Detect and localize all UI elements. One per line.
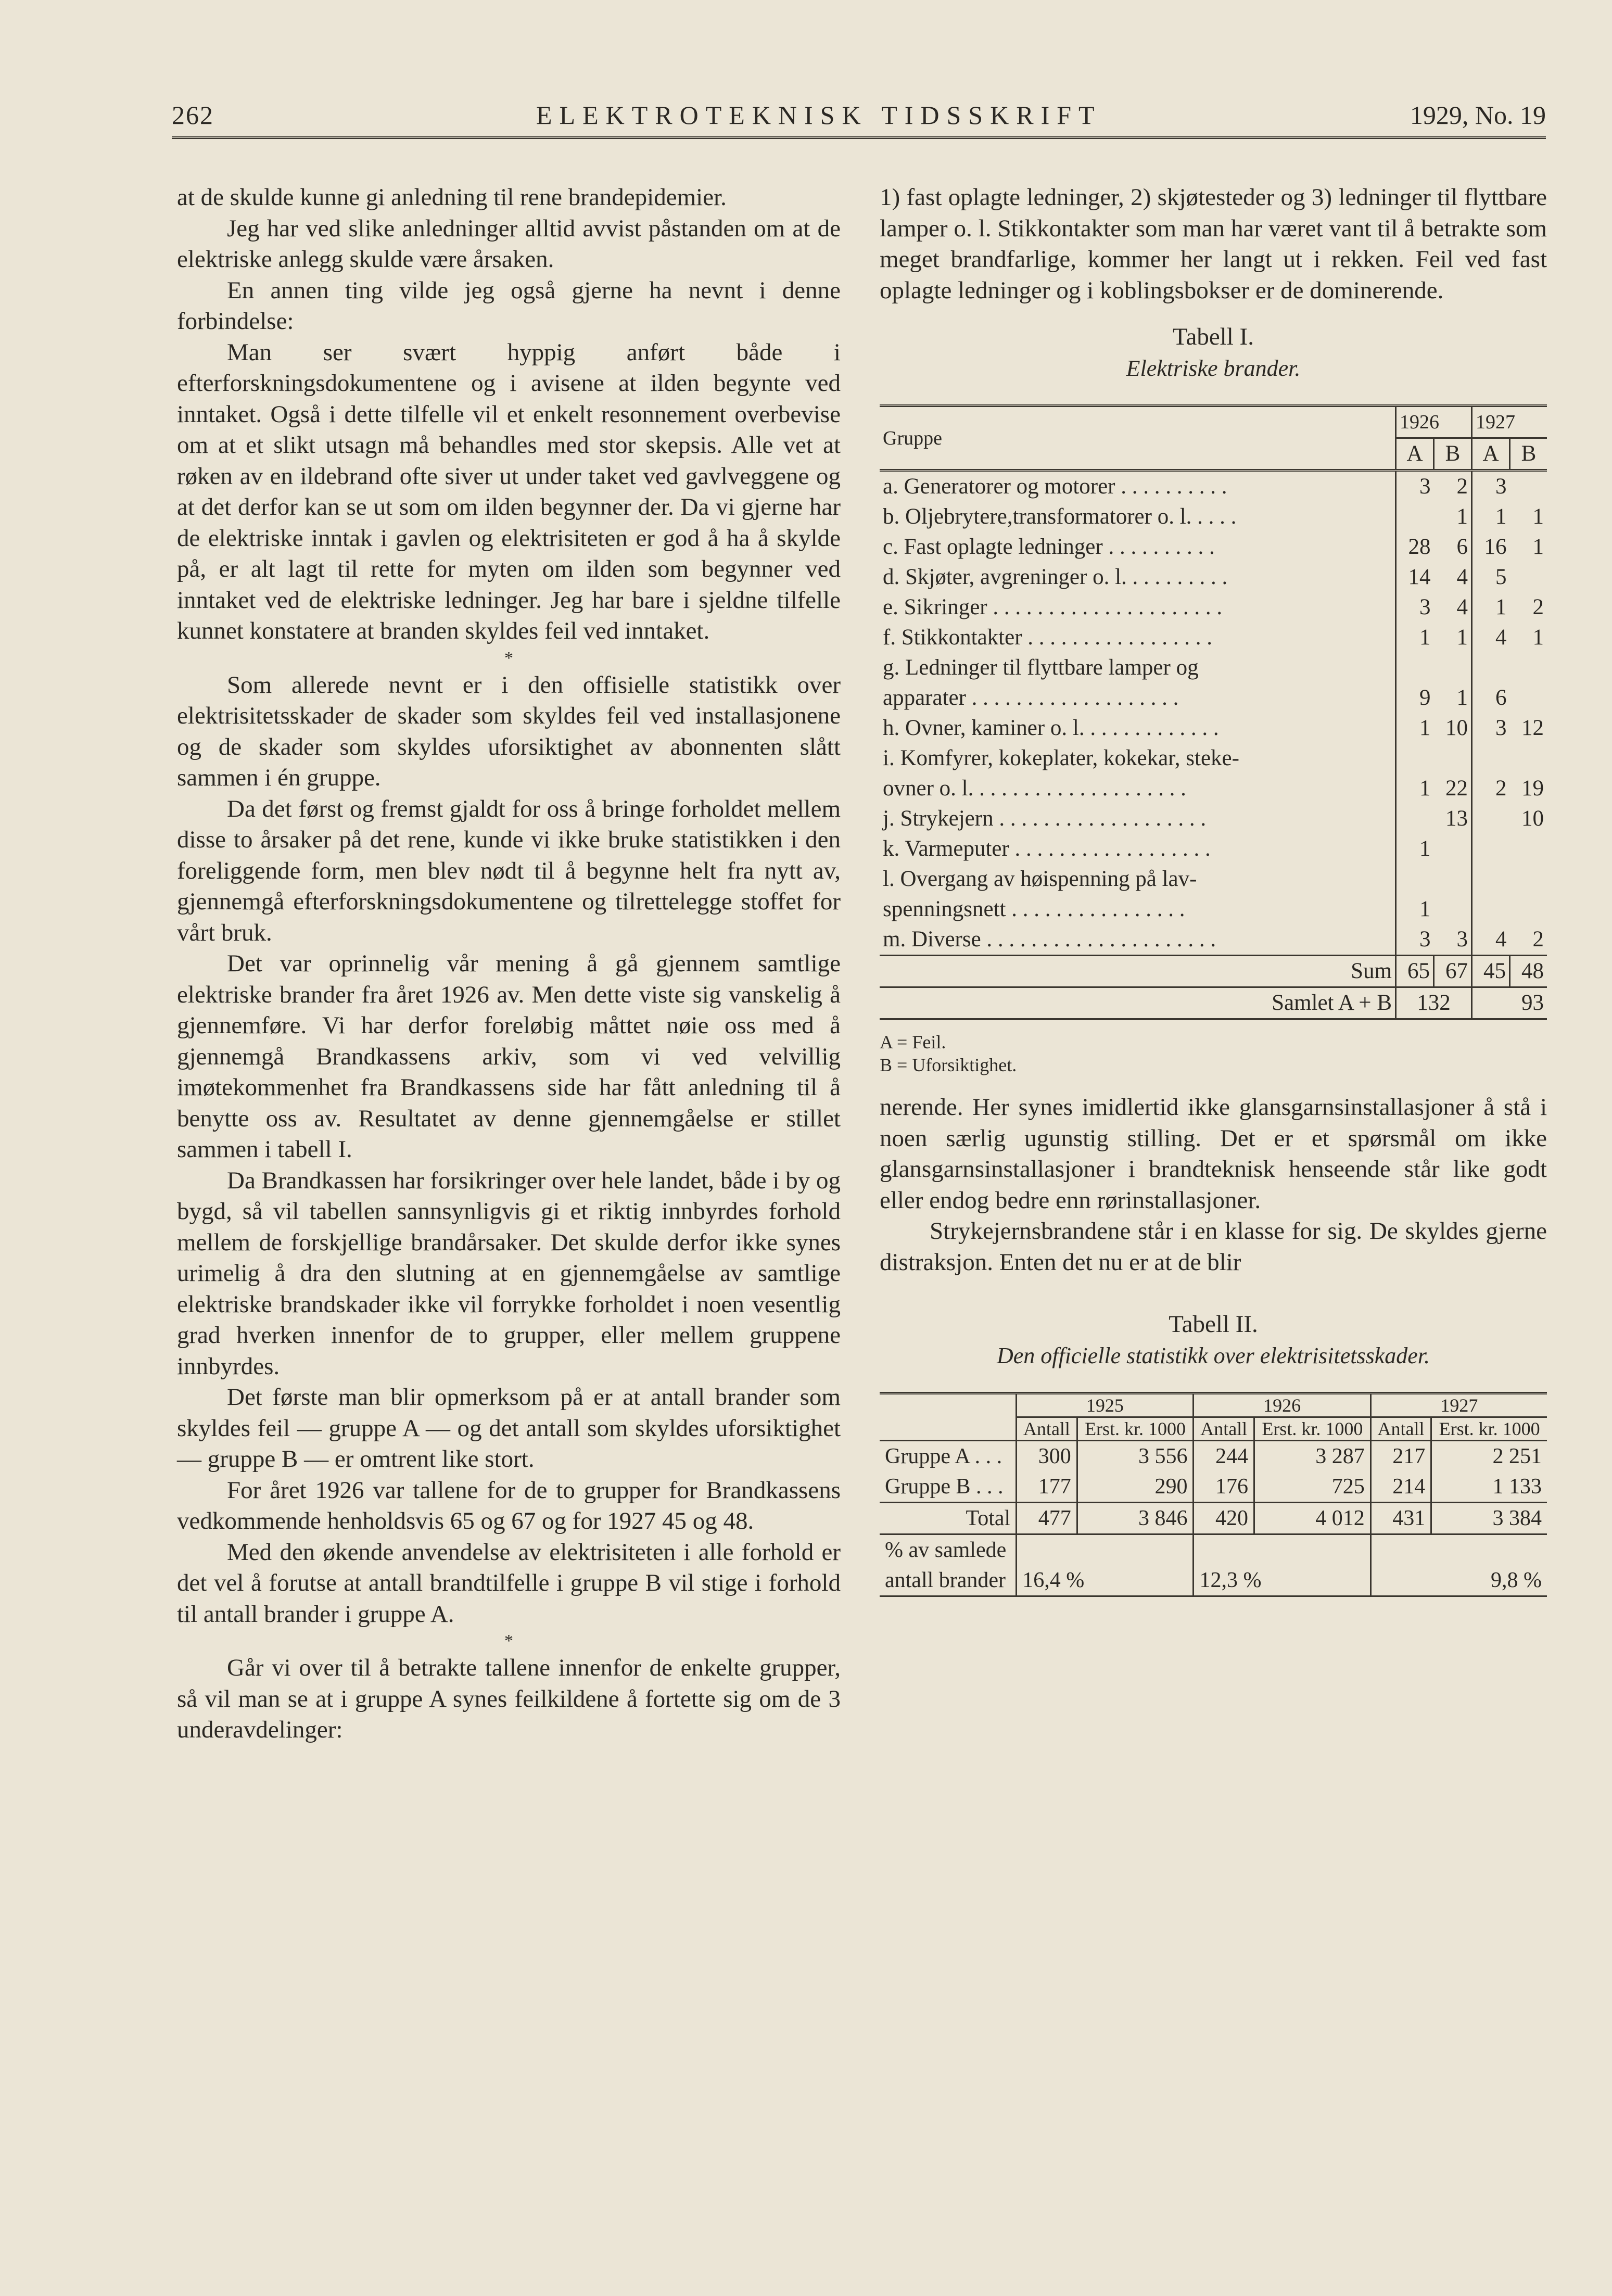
paragraph: Da det først og fremst gjaldt for oss å bringe forholdet mellem disse to årsaker på det rene, kunde vi ikke bruke statistikken i den foreliggende form, men blev nødt til å begynne helt fra nytt av, gjennemgå efterforskningsdokumentene og tilrettelegge stoffet for vårt bruk. [177,795,841,946]
table-row [880,773,1547,804]
table1-row-label: apparater . . . . . . . . . . . . . . . . . . . [883,686,1179,710]
table1-cell: 1 [1532,625,1544,650]
table-row [880,864,1547,894]
paragraph: Det første man blir opmerksom på er at antall brander som skyldes feil — gruppe A — og det antall som skyldes uforsiktighet — gruppe B — er omtrent like stort. [177,1384,841,1473]
table1-cell: 9 [1396,683,1434,713]
table-row [880,713,1547,743]
table1-sum-cell: 45 [1472,956,1510,987]
paragraph: For året 1926 var tallene for de to grupper for Brandkassens vedkommende henholdsvis 65 og 67 og for 1927 45 og 48. [177,1476,841,1534]
table1-row-label: e. Sikringer . . . . . . . . . . . . . . . . . . . . . [883,595,1223,619]
table1-cell: 5 [1472,562,1510,592]
table1-cell [1472,743,1510,773]
journal-title: ELEKTROTEKNISK TIDSSKRIFT [536,100,1102,130]
table2-row-label: Gruppe B . . . [885,1475,1004,1499]
table1-cell: 6 [1472,683,1510,713]
paragraph: Jeg har ved slike anledninger alltid avvist påstanden om at de elektriske anlegg skulde være årsaken. [177,214,841,273]
table-row [880,502,1547,532]
table1-cell: 4 [1472,924,1510,956]
table-row [880,1503,1547,1534]
table-row [880,592,1547,623]
table1-cell [1434,894,1472,924]
table1-cell: 1 [1456,504,1468,529]
table1-subheader: B [1510,438,1547,471]
table2-pct-label: % av samlede antall brander [885,1538,1007,1592]
table1-sum-cell: 65 [1396,956,1434,987]
table2-cell: 1 133 [1431,1472,1547,1503]
table2-year-header: 1926 [1194,1393,1370,1417]
table1-cell: 22 [1445,776,1468,801]
table1-cell: 14 [1396,562,1434,592]
table1-year-header: 1927 [1472,406,1547,438]
table1-row-label: spenningsnett . . . . . . . . . . . . . . . . [883,897,1185,921]
table-row [880,894,1547,924]
running-header [172,90,1546,139]
table1-cell: 1 [1472,592,1510,623]
table2-cell: 431 [1370,1503,1431,1534]
table-row [880,743,1547,773]
table1-cell: 4 [1456,595,1468,619]
table-row [880,532,1547,562]
table1-cell [1510,834,1547,864]
table2-subheader: Erst. kr. 1000 [1254,1417,1370,1441]
table1-total-cell: 93 [1472,987,1547,1020]
table2-pct-cell: 9,8 % [1370,1534,1547,1596]
table1-cell: 1 [1472,502,1510,532]
table1-row-label: ovner o. l. . . . . . . . . . . . . . . . . . . . [883,776,1186,801]
table2-cell: 300 [1017,1441,1077,1472]
table1-cell: 2 [1472,773,1510,804]
table1-cell: 19 [1521,776,1544,801]
legend-item: A = Feil. [880,1032,946,1052]
table1-cell [1510,562,1547,592]
table-row [880,1441,1547,1472]
table-row [880,653,1547,683]
table2-cell: 244 [1194,1441,1254,1472]
table1-cell [1396,743,1434,773]
table1-cell: 12 [1521,716,1544,740]
table1-cell: 10 [1521,806,1544,831]
paragraph: Som allerede nevnt er i den offisielle statistikk over elektrisitetsskader de skader som skyldes feil ved installasjonene og de skader som skyldes uforsiktighet av abonnenten slått sammen i én gruppe. [177,671,841,791]
table1-sum-label: Sum [880,956,1396,987]
table2-cell: 477 [1017,1503,1077,1534]
table1-cell: 3 [1396,924,1434,956]
page-number: 262 [172,100,214,130]
section-star: * [504,1631,513,1651]
table1-cell [1472,804,1510,834]
table1-legend [880,1031,1547,1076]
paragraph: Man ser svært hyppig anført både i efterforskningsdokumentene og i avisene at ilden begynte ved inntaket. Også i dette tilfelle vil et enkelt resonnement overbevise om at et slikt utsagn må behandles med stor skepsis. Alle vet at røken av en ildebrand ofte siver ut under taket ved gavlveggene og at det derfor kan se ut som om ilden begynner der. Da vi gjerne har de elektriske inntak i gavlen og elektrisiteten er god å ha å skylde på, er alt lagt til rette for myten om ilden som begynner ved inntaket ved de elektriske ledninger. Jeg har bare i sjeldne tilfelle kunnet konstatere at branden skyldes feil ved inntaket. [177,338,841,644]
table1-cell [1510,653,1547,683]
table1-cell: 4 [1472,623,1510,653]
table1-total-cell: 132 [1396,987,1472,1020]
table1-cell [1472,653,1510,683]
legend-item: B = Uforsiktighet. [880,1055,1017,1075]
table-row [880,804,1547,834]
table2-row-label: Total [966,1506,1011,1530]
table1-sum-cell: 67 [1434,956,1472,987]
paragraph: 1) fast oplagte ledninger, 2) skjøtesteder og 3) ledninger til flyttbare lamper o. l. Stikkontakter som man har været vant til å betrakte som meget brandfarlige, kommer her langt ut i rekken. Feil ved fast oplagte ledninger og i koblingsbokser er de dominerende. [880,184,1547,304]
table1-cell [1396,653,1434,683]
table-row [880,683,1547,713]
table1-cell [1510,683,1547,713]
table1-row-label: k. Varmeputer . . . . . . . . . . . . . . . . . . [883,836,1211,861]
table1-cell [1434,864,1472,894]
table2-subheader: Antall [1017,1417,1077,1441]
table1-row-label: d. Skjøter, avgreninger o. l. . . . . . . . . . [883,565,1228,589]
table1-row-label: b. Oljebrytere,transformatorer o. l. . . . . [883,504,1237,529]
paragraph: En annen ting vilde jeg også gjerne ha nevnt i denne forbindelse: [177,276,841,335]
table2-subheader: Antall [1194,1417,1254,1441]
table2-row-label: Gruppe A . . . [885,1444,1002,1468]
table1-subheader: B [1434,438,1472,471]
table1-row-label: l. Overgang av høispenning på lav- [883,867,1197,891]
table1-cell [1472,834,1510,864]
table1-cell: 1 [1396,894,1434,924]
table2-pct-cell: 12,3 % [1194,1534,1370,1596]
table2-cell: 3 384 [1431,1503,1547,1534]
table2-subtitle: Den officielle statistikk over elektrisitetsskader. [996,1342,1430,1368]
table1-cell: 1 [1456,625,1468,650]
paragraph: Går vi over til å betrakte tallene innenfor de enkelte grupper, så vil man se at i gruppe A synes feilkildene å fortette sig om de 3 underavdelinger: [177,1654,841,1743]
paragraph: nerende. Her synes imidlertid ikke glansgarnsinstallasjoner å stå i noen særlig ugunstig stilling. Det er et spørsmål om ikke glansgarnsinstallasjoner i brandteknisk henseende står like godt eller endog bedre enn rørinstallasjoner. [880,1094,1547,1214]
table2-cell: 217 [1370,1441,1431,1472]
table1-cell: 1 [1532,535,1544,559]
paragraph: at de skulde kunne gi anledning til rene brandepidemier. [177,184,727,211]
table1-group-header: Gruppe [880,406,1396,471]
table1-cell: 10 [1445,716,1468,740]
table2-cell: 3 287 [1254,1441,1370,1472]
table1-year-header: 1926 [1396,406,1472,438]
table2-cell: 725 [1254,1472,1370,1503]
table1-cell: 2 [1532,927,1544,952]
table1-subheader: A [1472,438,1510,471]
table2-year-header: 1927 [1370,1393,1547,1417]
table1-cell [1396,864,1434,894]
table2-cell: 3 556 [1077,1441,1194,1472]
table-row [880,562,1547,592]
table1-cell [1510,894,1547,924]
right-column [880,182,1547,1597]
section-star: * [504,648,513,668]
table2-cell: 4 012 [1254,1503,1370,1534]
table2-subheader: Erst. kr. 1000 [1077,1417,1194,1441]
table1-cell [1510,864,1547,894]
table1-cell [1434,653,1472,683]
table1-cell [1510,743,1547,773]
table1 [880,404,1547,1020]
table2-cell: 214 [1370,1472,1431,1503]
issue-label: 1929, No. 19 [1410,100,1546,130]
table1-cell: 1 [1396,713,1434,743]
table-row [880,623,1547,653]
table-row [880,924,1547,956]
table2-year-header: 1925 [1017,1393,1194,1417]
table1-cell [1472,864,1510,894]
table1-subheader: A [1396,438,1434,471]
table1-cell: 3 [1472,713,1510,743]
table1-cell: 2 [1532,595,1544,619]
table-row [880,834,1547,864]
table1-row-label: a. Generatorer og motorer . . . . . . . . . . [883,474,1227,499]
table1-cell: 3 [1472,471,1510,502]
table1-cell: 1 [1396,773,1434,804]
table1-cell: 13 [1445,806,1468,831]
left-column [177,182,841,1746]
table2-pct-cell: 16,4 % [1017,1534,1194,1596]
paragraph: Strykejernsbrandene står i en klasse for sig. De skyldes gjerne distraksjon. Enten det nu er at de blir [880,1217,1547,1276]
table1-row-label: i. Komfyrer, kokeplater, kokekar, steke- [883,746,1239,770]
table1-cell [1396,804,1434,834]
paragraph: Da Brandkassen har forsikringer over hele landet, både i by og bygd, så vil tabellen sannsynligvis gi et riktig innbyrdes forhold mellem de forskjellige brandårsaker. Det skulde derfor ikke synes urimelig å dra den slutning at en gjennemgåelse av samtlige elektriske brandskader ikke vil forrykke forholdet i noen vesentlig grad hverken innenfor de to grupper, eller mellem gruppene innbyrdes. [177,1166,841,1380]
paragraph: Med den økende anvendelse av elektrisiteten i alle forhold er det vel å forutse at antall brandtilfelle i gruppe B vil stige i forhold til antall brander i gruppe A. [177,1538,841,1628]
table1-caption: Tabell I. [1173,323,1254,350]
table1-cell: 16 [1472,532,1510,562]
table2-cell: 2 251 [1431,1441,1547,1472]
table-row [880,1472,1547,1503]
table1-row-label: c. Fast oplagte ledninger . . . . . . . . . . [883,535,1215,559]
table1-cell: 3 [1396,592,1434,623]
table2 [880,1392,1547,1597]
paragraph: Det var oprinnelig vår mening å gå gjennem samtlige elektriske brander fra året 1926 av. Men dette viste sig vanskelig å gjennemføre. Vi har derfor foreløbig måttet nøie oss med å gjennemgå Brandkassens arkiv, som vi ved velvillig imøtekommenhet fra Brandkassens side har fått anledning til å benytte oss av. Resultatet av denne gjennemgåelse er stillet sammen i tabell I. [177,950,841,1163]
table1-row-label: g. Ledninger til flyttbare lamper og [883,655,1199,680]
table-row [880,471,1547,502]
table2-cell: 3 846 [1077,1503,1194,1534]
table1-cell: 1 [1456,686,1468,710]
table2-cell: 290 [1077,1472,1194,1503]
table1-cell: 4 [1456,565,1468,589]
table1-row-label: j. Strykejern . . . . . . . . . . . . . . . . . . . [883,806,1207,831]
table1-row-label: m. Diverse . . . . . . . . . . . . . . . . . . . . . [883,927,1216,952]
table1-cell [1396,502,1434,532]
table2-cell: 420 [1194,1503,1254,1534]
table1-sum-cell: 48 [1510,956,1547,987]
table1-row-label: h. Ovner, kaminer o. l. . . . . . . . . . . . . [883,716,1219,740]
table1-row-label: f. Stikkontakter . . . . . . . . . . . . . . . . . [883,625,1213,650]
table1-cell: 2 [1456,474,1468,499]
table1-cell: 1 [1532,504,1544,529]
table1-cell [1434,743,1472,773]
table2-subheader: Erst. kr. 1000 [1431,1417,1547,1441]
table2-subheader: Antall [1370,1417,1431,1441]
table1-subtitle: Elektriske brander. [1126,355,1301,381]
table1-cell: 3 [1456,927,1468,952]
table1-cell: 1 [1396,834,1434,864]
table1-cell: 1 [1396,623,1434,653]
table1-cell: 6 [1456,535,1468,559]
table2-cell: 177 [1017,1472,1077,1503]
table2-caption: Tabell II. [1169,1311,1258,1338]
table1-cell [1472,894,1510,924]
table1-cell [1510,471,1547,502]
table2-cell: 176 [1194,1472,1254,1503]
table1-total-label: Samlet A + B [880,987,1396,1020]
table1-cell: 28 [1396,532,1434,562]
table1-cell: 3 [1396,471,1434,502]
table1-cell [1434,834,1472,864]
